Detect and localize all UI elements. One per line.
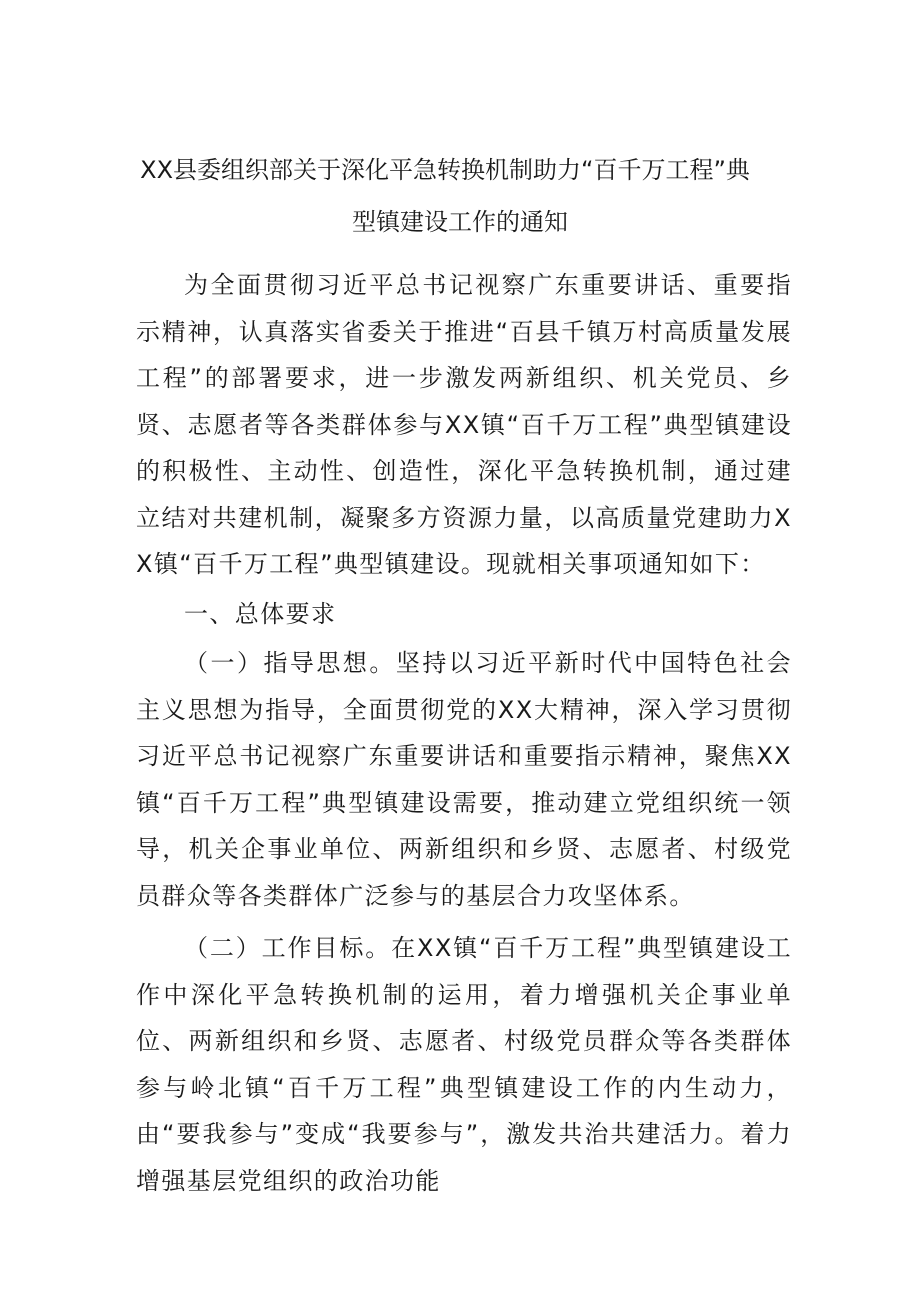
work-goal-paragraph: （二）工作目标。在XX镇“百千万工程”典型镇建设工作中深化平急转换机制的运用，着力增强机关企事业单位、两新组织和乡贤、志愿者、村级党员群众等各类群体参与岭北镇“百千万工程”典型镇建设工作的内生动力，由“要我参与”变成“我要参与”，激发共治共建活力。着力增强基层党组织的政治功能	[136, 934, 792, 1195]
document-title-line-2: 型镇建设工作的通知	[352, 208, 568, 236]
guiding-thought-paragraph: （一）指导思想。坚持以习近平新时代中国特色社会主义思想为指导，全面贯彻党的XX大精神，深入学习贯彻习近平总书记视察广东重要讲话和重要指示精神，聚焦XX镇“百千万工程”典型镇建设需要，推动建立党组织统一领导，机关企事业单位、两新组织和乡贤、志愿者、村级党员群众等各类群体广泛参与的基层合力攻坚体系。	[136, 649, 792, 910]
intro-paragraph: 为全面贯彻习近平总书记视察广东重要讲话、重要指示精神，认真落实省委关于推进“百县千镇万村高质量发展工程”的部署要求，进一步激发两新组织、机关党员、乡贤、志愿者等各类群体参与XX镇“百千万工程”典型镇建设的积极性、主动性、创造性，深化平急转换机制，通过建立结对共建机制，凝聚多方资源力量，以高质量党建助力XX镇“百千万工程”典型镇建设。现就相关事项通知如下：	[136, 271, 792, 578]
document-title-line-1: XX县委组织部关于深化平急转换机制助力“百千万工程”典	[140, 156, 750, 184]
section-heading-general-requirements: 一、总体要求	[184, 600, 337, 628]
